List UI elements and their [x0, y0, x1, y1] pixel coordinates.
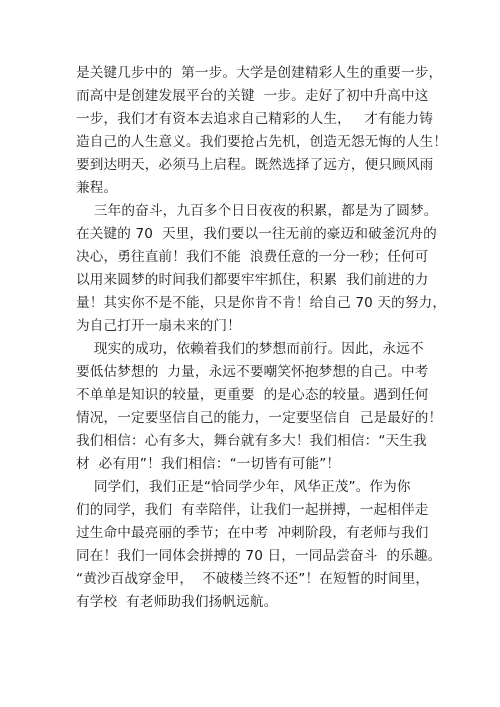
text-line: 一步，我们才有资本去追求自己精彩的人生， 才有能力铸 — [76, 111, 434, 127]
text-line: 我们相信：心有多大，舞台就有多大！我们相信：“天生我 — [76, 433, 427, 449]
text-line: 而高中是创建发展平台的关键 一步。走好了初中升高中这 — [76, 88, 429, 104]
text-line: 同在！我们一同体会拼搏的 70 日，一同品尝奋斗 的乐趣。 — [76, 548, 442, 564]
text-line: “黄沙百战穿金甲， 不破楼兰终不还”！在短暂的时间里， — [76, 571, 430, 587]
text-line: 以用来圆梦的时间我们都要牢牢抓住，积累 我们前进的力 — [76, 272, 429, 288]
text-line: 量！其实你不是不能，只是你肯不肯！给自己 70 天的努力， — [76, 295, 447, 311]
text-line: 材 必有用”！我们相信：“一切皆有可能”！ — [76, 456, 341, 472]
text-line: 是关键几步中的 第一步。大学是创建精彩人生的重要一步， — [76, 65, 443, 81]
text-line: 造自己的人生意义。我们要抢占先机，创造无怨无悔的人生！ — [76, 134, 448, 150]
text-line: 过生命中最亮丽的季节；在中考 冲刺阶段，有老师与我们 — [76, 525, 429, 541]
text-line: 情况，一定要坚信自己的能力，一定要坚信自 己是最好的！ — [76, 410, 443, 426]
text-line: 现实的成功，依赖着我们的梦想而前行。因此，永远不 — [76, 341, 424, 357]
body-text — [76, 62, 448, 614]
text-line: 们的同学，我们 有幸陪伴，让我们一起拼搏，一起相伴走 — [76, 502, 429, 518]
text-line: 不单单是知识的较量，更重要 的是心态的较量。遇到任何 — [76, 387, 429, 403]
text-line: 同学们，我们正是“恰同学少年，风华正茂”。作为你 — [76, 479, 411, 495]
text-line: 要到达明天，必须马上启程。既然选择了远方，便只顾风雨 — [76, 157, 434, 173]
text-line: 在关键的 70 天里，我们要以一往无前的豪迈和破釜沉舟的 — [76, 226, 437, 242]
text-line: 兼程。 — [76, 180, 118, 196]
text-line: 要低估梦想的 力量，永远不要嘲笑怀抱梦想的自己。中考 — [76, 364, 429, 380]
text-line: 为自己打开一扇未来的门！ — [76, 318, 241, 334]
text-line: 三年的奋斗，九百多个日日夜夜的积累，都是为了圆梦。 — [76, 203, 438, 219]
text-line: 有学校 有老师助我们扬帆远航。 — [76, 594, 278, 610]
text-line: 决心，勇往直前！我们不能 浪费任意的一分一秒；任何可 — [76, 249, 429, 265]
